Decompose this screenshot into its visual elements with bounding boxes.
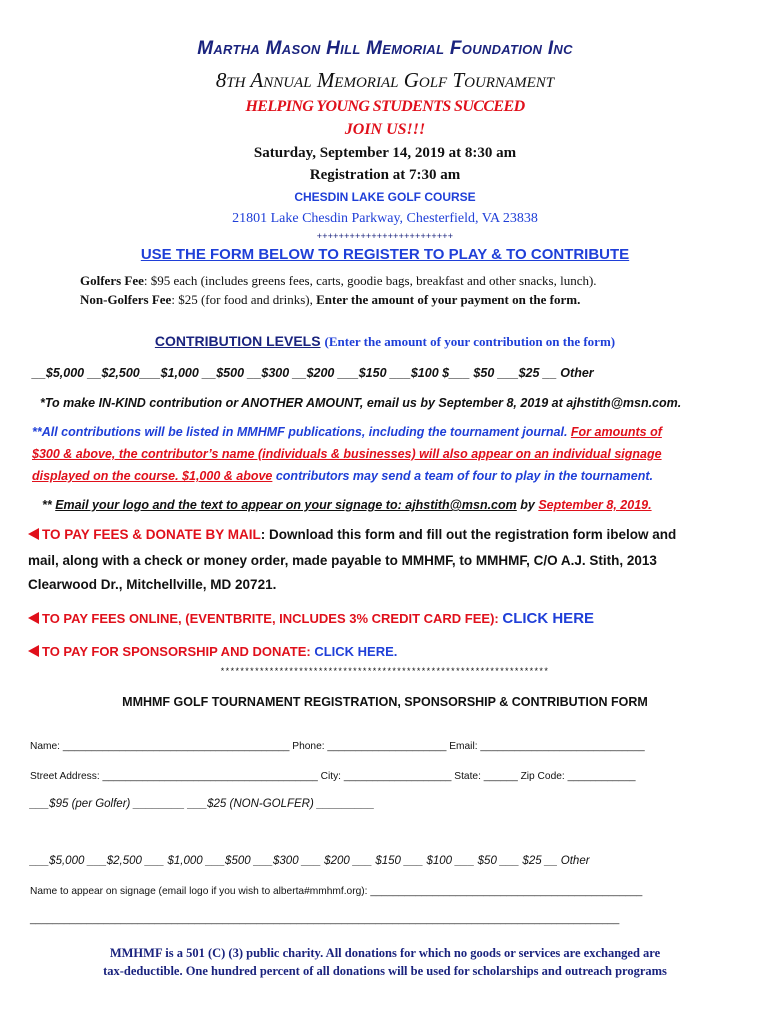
- signage-email-link[interactable]: Email your logo and the text to appear on your signage to: ajhstith@msn.com: [55, 498, 517, 512]
- contribution-levels: __$5,000 __$2,500___$1,000 __$500 __$300 __$200 ___$150 ___$100 $___ $50 ___$25 __ Other: [32, 366, 594, 380]
- pay-by-mail: [28, 527, 676, 542]
- registration-time: Registration at 7:30 am: [309, 167, 461, 183]
- nongolfers-fee-label: Non-Golfers Fee: [80, 292, 172, 307]
- pay-online: [28, 610, 594, 627]
- publications-note-line3: [32, 469, 653, 483]
- form-instruction-heading: USE THE FORM BELOW TO REGISTER TO PLAY & TO CONTRIBUTE: [140, 246, 630, 263]
- join-us: JOIN US!!!: [344, 121, 426, 138]
- nongolfers-fee-note: Enter the amount of your payment on the form.: [316, 292, 581, 307]
- team-note-amount: displayed on the course. $1,000 & above: [32, 469, 273, 483]
- charity-statement-line2: tax-deductible. One hundred percent of all donations will be used for scholarships and outreach programs: [103, 964, 667, 978]
- contribution-heading: CONTRIBUTION LEVELS: [154, 333, 321, 349]
- publications-note-line1: [32, 425, 662, 439]
- plus-divider: +++++++++++++++++++++++++: [316, 231, 454, 241]
- golfers-fee-text: : $95 each (includes greens fees, carts, goodie bags, breakfast and other snacks, lunch).: [143, 273, 597, 288]
- golfers-fee-label: Golfers Fee: [80, 273, 144, 288]
- contribution-note: (Enter the amount of your contribution on the form): [324, 334, 616, 349]
- signage-email-prefix: **: [42, 498, 56, 512]
- pay-by-mail-line2: mail, along with a check or money order, made payable to MMHMF, to MMHMF, C/O A.J. Stith, 2013: [28, 553, 657, 568]
- signage-email-by: by: [516, 498, 539, 512]
- form-contribution-levels[interactable]: ___$5,000 ___$2,500 ___ $1,000 ___$500 ___$300 ___ $200 ___ $150 ___ $100 ___ $50 ___ $25 __ Other: [30, 855, 590, 867]
- triangle-left-icon: [28, 645, 39, 657]
- contribution-heading-row: [0, 333, 770, 351]
- golfers-fee: [80, 273, 597, 289]
- pay-online-link[interactable]: CLICK HERE: [502, 610, 595, 627]
- event-title: 8th Annual Memorial Golf Tournament: [215, 68, 555, 92]
- pay-online-label: TO PAY FEES ONLINE, (EVENTBRITE, INCLUDES 3% CREDIT CARD FEE):: [42, 611, 503, 626]
- publications-note-text: **All contributions will be listed in MMHMF publications, including the tournament journal.: [32, 425, 571, 439]
- signage-email-note: [42, 498, 652, 512]
- amounts-note-start: For amounts of: [570, 425, 662, 439]
- form-title: MMHMF GOLF TOURNAMENT REGISTRATION, SPONSORSHIP & CONTRIBUTION FORM: [122, 695, 648, 709]
- name-phone-email-fields[interactable]: Name: ________________________________________ Phone: _____________________ Email: _____________________________: [30, 741, 645, 752]
- org-title: Martha Mason Hill Memorial Foundation Inc: [197, 38, 573, 59]
- star-divider: *******************************************************************: [220, 666, 550, 676]
- nongolfers-fee: [80, 292, 580, 308]
- publications-note-line2: $300 & above, the contributor’s name (individuals & businesses) will also appear on an individual signage: [32, 447, 662, 461]
- event-date: Saturday, September 14, 2019 at 8:30 am: [253, 145, 517, 161]
- address-fields[interactable]: Street Address: ______________________________________ City: ___________________ State: ______ Zip Code: ____________: [30, 771, 636, 782]
- venue-address: 21801 Lake Chesdin Parkway, Chesterfield, VA 23838: [232, 211, 538, 226]
- triangle-left-icon: [28, 528, 39, 540]
- tagline: HELPING YOUNG STUDENTS SUCCEED: [245, 98, 525, 115]
- signage-name-continuation[interactable]: ________________________________________________________________________________________________________: [30, 914, 620, 925]
- venue-name: CHESDIN LAKE GOLF COURSE: [294, 190, 476, 204]
- fee-selection[interactable]: ___$95 (per Golfer) ________ ___$25 (NON-GOLFER) _________: [30, 798, 375, 810]
- team-note-text: contributors may send a team of four to play in the tournament.: [272, 469, 653, 483]
- triangle-left-icon: [28, 612, 39, 624]
- pay-by-mail-text: : Download this form and fill out the registration form ibelow and: [260, 527, 677, 542]
- pay-sponsorship-label: TO PAY FOR SPONSORSHIP AND DONATE:: [42, 644, 315, 659]
- pay-sponsorship: [28, 644, 397, 659]
- charity-statement-line1: MMHMF is a 501 (C) (3) public charity. All donations for which no goods or services are exchanged are: [109, 946, 661, 960]
- inkind-note: *To make IN-KIND contribution or ANOTHER AMOUNT, email us by September 8, 2019 at ajhstith@msn.com.: [40, 396, 682, 410]
- signage-email-date: September 8, 2019.: [538, 498, 652, 512]
- nongolfers-fee-text: : $25 (for food and drinks),: [171, 292, 317, 307]
- pay-by-mail-line3: Clearwood Dr., Mitchellville, MD 20721.: [28, 577, 277, 592]
- pay-sponsorship-link[interactable]: CLICK HERE.: [314, 644, 398, 659]
- signage-name-field[interactable]: Name to appear on signage (email logo if you wish to alberta#mmhmf.org): ________________________________________________: [30, 886, 643, 897]
- pay-by-mail-label: TO PAY FEES & DONATE BY MAIL: [42, 527, 261, 542]
